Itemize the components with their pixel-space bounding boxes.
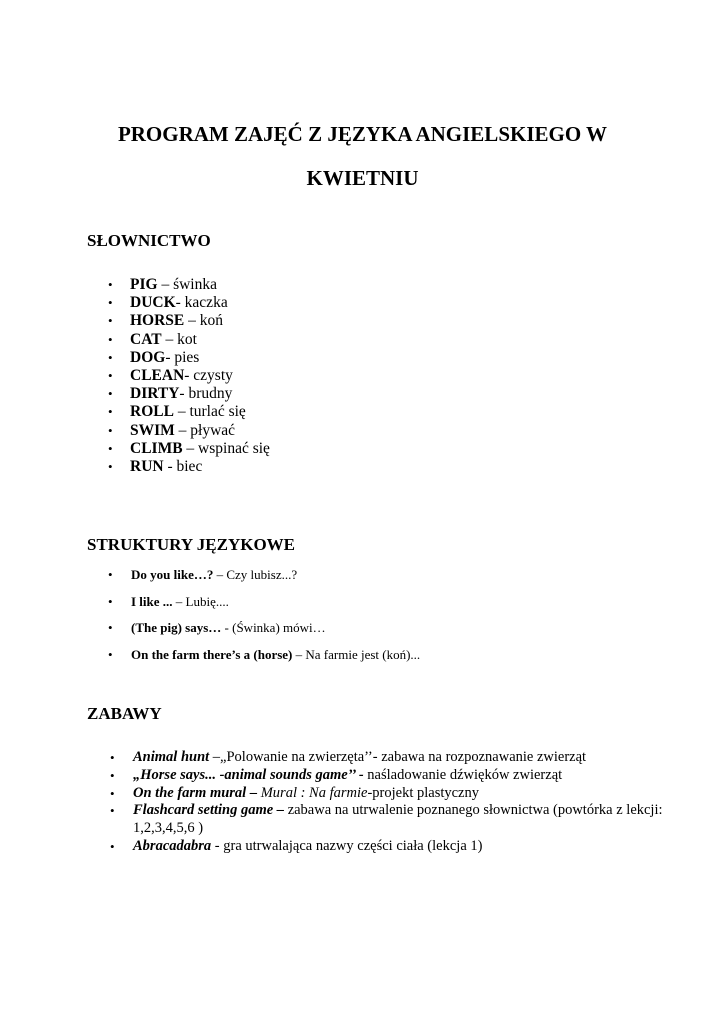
vocabulary-term: CLIMB (130, 439, 183, 457)
bullet-icon: • (110, 785, 115, 801)
vocabulary-description: – wspinać się (182, 439, 270, 457)
vocabulary-term: DIRTY (130, 385, 180, 403)
vocabulary-description: – pływać (174, 421, 236, 439)
vocabulary-item (108, 276, 270, 294)
vocabulary-term: CAT (130, 330, 162, 348)
vocabulary-term: RUN (130, 458, 164, 476)
game-item (110, 766, 673, 785)
games-list (110, 749, 673, 856)
bullet-icon: • (108, 593, 113, 609)
vocabulary-term: PIG (130, 276, 158, 293)
games-heading: ZABAWY (87, 704, 162, 723)
bullet-icon: • (108, 295, 113, 311)
vocabulary-description: - biec (163, 458, 203, 476)
vocabulary-item (108, 421, 270, 440)
vocabulary-description: - czysty (184, 367, 233, 385)
vocabulary-description: – świnka (157, 276, 217, 293)
game-description: - gra utrwalająca nazwy części ciała (lekcja 1) (211, 837, 483, 854)
game-description: zabawa na utrwalenie poznanego słownictwa (powtórka z lekcji: 1,2,3,4,5,6 ) (133, 802, 663, 837)
vocabulary-item (108, 367, 270, 385)
vocabulary-item (108, 439, 270, 458)
structure-description: – Czy lubisz...? (213, 567, 298, 582)
bullet-icon: • (110, 803, 115, 819)
bullet-icon: • (108, 386, 113, 402)
structure-item (108, 646, 421, 673)
bullet-icon: • (108, 459, 113, 475)
bullet-icon: • (110, 750, 115, 765)
vocabulary-description: - pies (165, 348, 200, 366)
bullet-icon: • (108, 646, 113, 662)
game-term: On the farm mural – (133, 784, 258, 801)
structure-item (108, 593, 420, 620)
game-description: naśladowanie dźwięków zwierząt (363, 766, 563, 783)
bullet-icon: • (108, 349, 113, 365)
vocabulary-description: - kaczka (175, 294, 228, 312)
game-term: Animal hunt (133, 749, 210, 765)
structures-list (108, 566, 421, 672)
vocabulary-item (108, 330, 270, 349)
vocabulary-description: – kot (161, 330, 197, 348)
title-line-2: KWIETNIU (306, 166, 419, 190)
bullet-icon: • (108, 331, 113, 347)
structure-description: – Na farmie jest (koń)... (292, 646, 421, 662)
game-item (110, 749, 673, 767)
vocabulary-item (108, 312, 270, 330)
vocabulary-item (108, 294, 270, 312)
game-italic: Mural : Na farmie (257, 784, 368, 801)
page-title (60, 112, 665, 200)
title-line-1: PROGRAM ZAJĘĆ Z JĘZYKA ANGIELSKIEGO W (117, 122, 608, 146)
structure-term: (The pig) says… (131, 620, 222, 635)
game-term: Flashcard setting game – (133, 802, 285, 819)
structures-heading: STRUKTURY JĘZYKOWE (87, 535, 296, 554)
structure-item (108, 566, 420, 593)
game-item (110, 784, 673, 803)
vocabulary-description: - brudny (179, 385, 233, 403)
vocabulary-list (108, 276, 270, 476)
game-description: –„Polowanie na zwierzęta’’- zabawa na rozpoznawanie zwierząt (209, 749, 587, 765)
bullet-icon: • (110, 838, 115, 854)
vocabulary-item (108, 458, 270, 476)
game-term: Abracadabra (133, 837, 212, 854)
structure-description: – Lubię.... (172, 593, 229, 609)
bullet-icon: • (108, 404, 113, 420)
bullet-icon: • (108, 567, 113, 582)
structure-item (108, 619, 420, 646)
bullet-icon: • (108, 368, 113, 384)
bullet-icon: • (108, 440, 113, 456)
structure-description: - (Świnka) mówi… (221, 620, 326, 635)
vocabulary-term: CLEAN (130, 367, 185, 385)
vocabulary-item (108, 348, 270, 367)
vocabulary-term: SWIM (130, 421, 175, 439)
bullet-icon: • (108, 277, 113, 292)
game-term: „Horse says... -animal sounds game’’ - (133, 766, 364, 783)
game-description: -projekt plastyczny (367, 784, 479, 801)
vocabulary-description: – turlać się (173, 403, 246, 421)
bullet-icon: • (110, 767, 115, 783)
structure-term: Do you like…? (131, 567, 214, 582)
vocabulary-term: DOG (130, 348, 166, 366)
structure-term: I like ... (131, 593, 173, 609)
structure-term: On the farm there’s a (horse) (131, 646, 293, 662)
bullet-icon: • (108, 422, 113, 438)
game-item (110, 837, 673, 856)
game-item (110, 802, 673, 838)
vocabulary-term: DUCK (130, 294, 176, 312)
bullet-icon: • (108, 620, 113, 635)
bullet-icon: • (108, 313, 113, 329)
vocabulary-item (108, 403, 270, 421)
vocabulary-description: – koń (184, 312, 224, 330)
vocabulary-item (108, 385, 270, 403)
vocabulary-heading: SŁOWNICTWO (87, 231, 211, 250)
vocabulary-term: HORSE (130, 312, 185, 330)
vocabulary-term: ROLL (130, 403, 174, 421)
